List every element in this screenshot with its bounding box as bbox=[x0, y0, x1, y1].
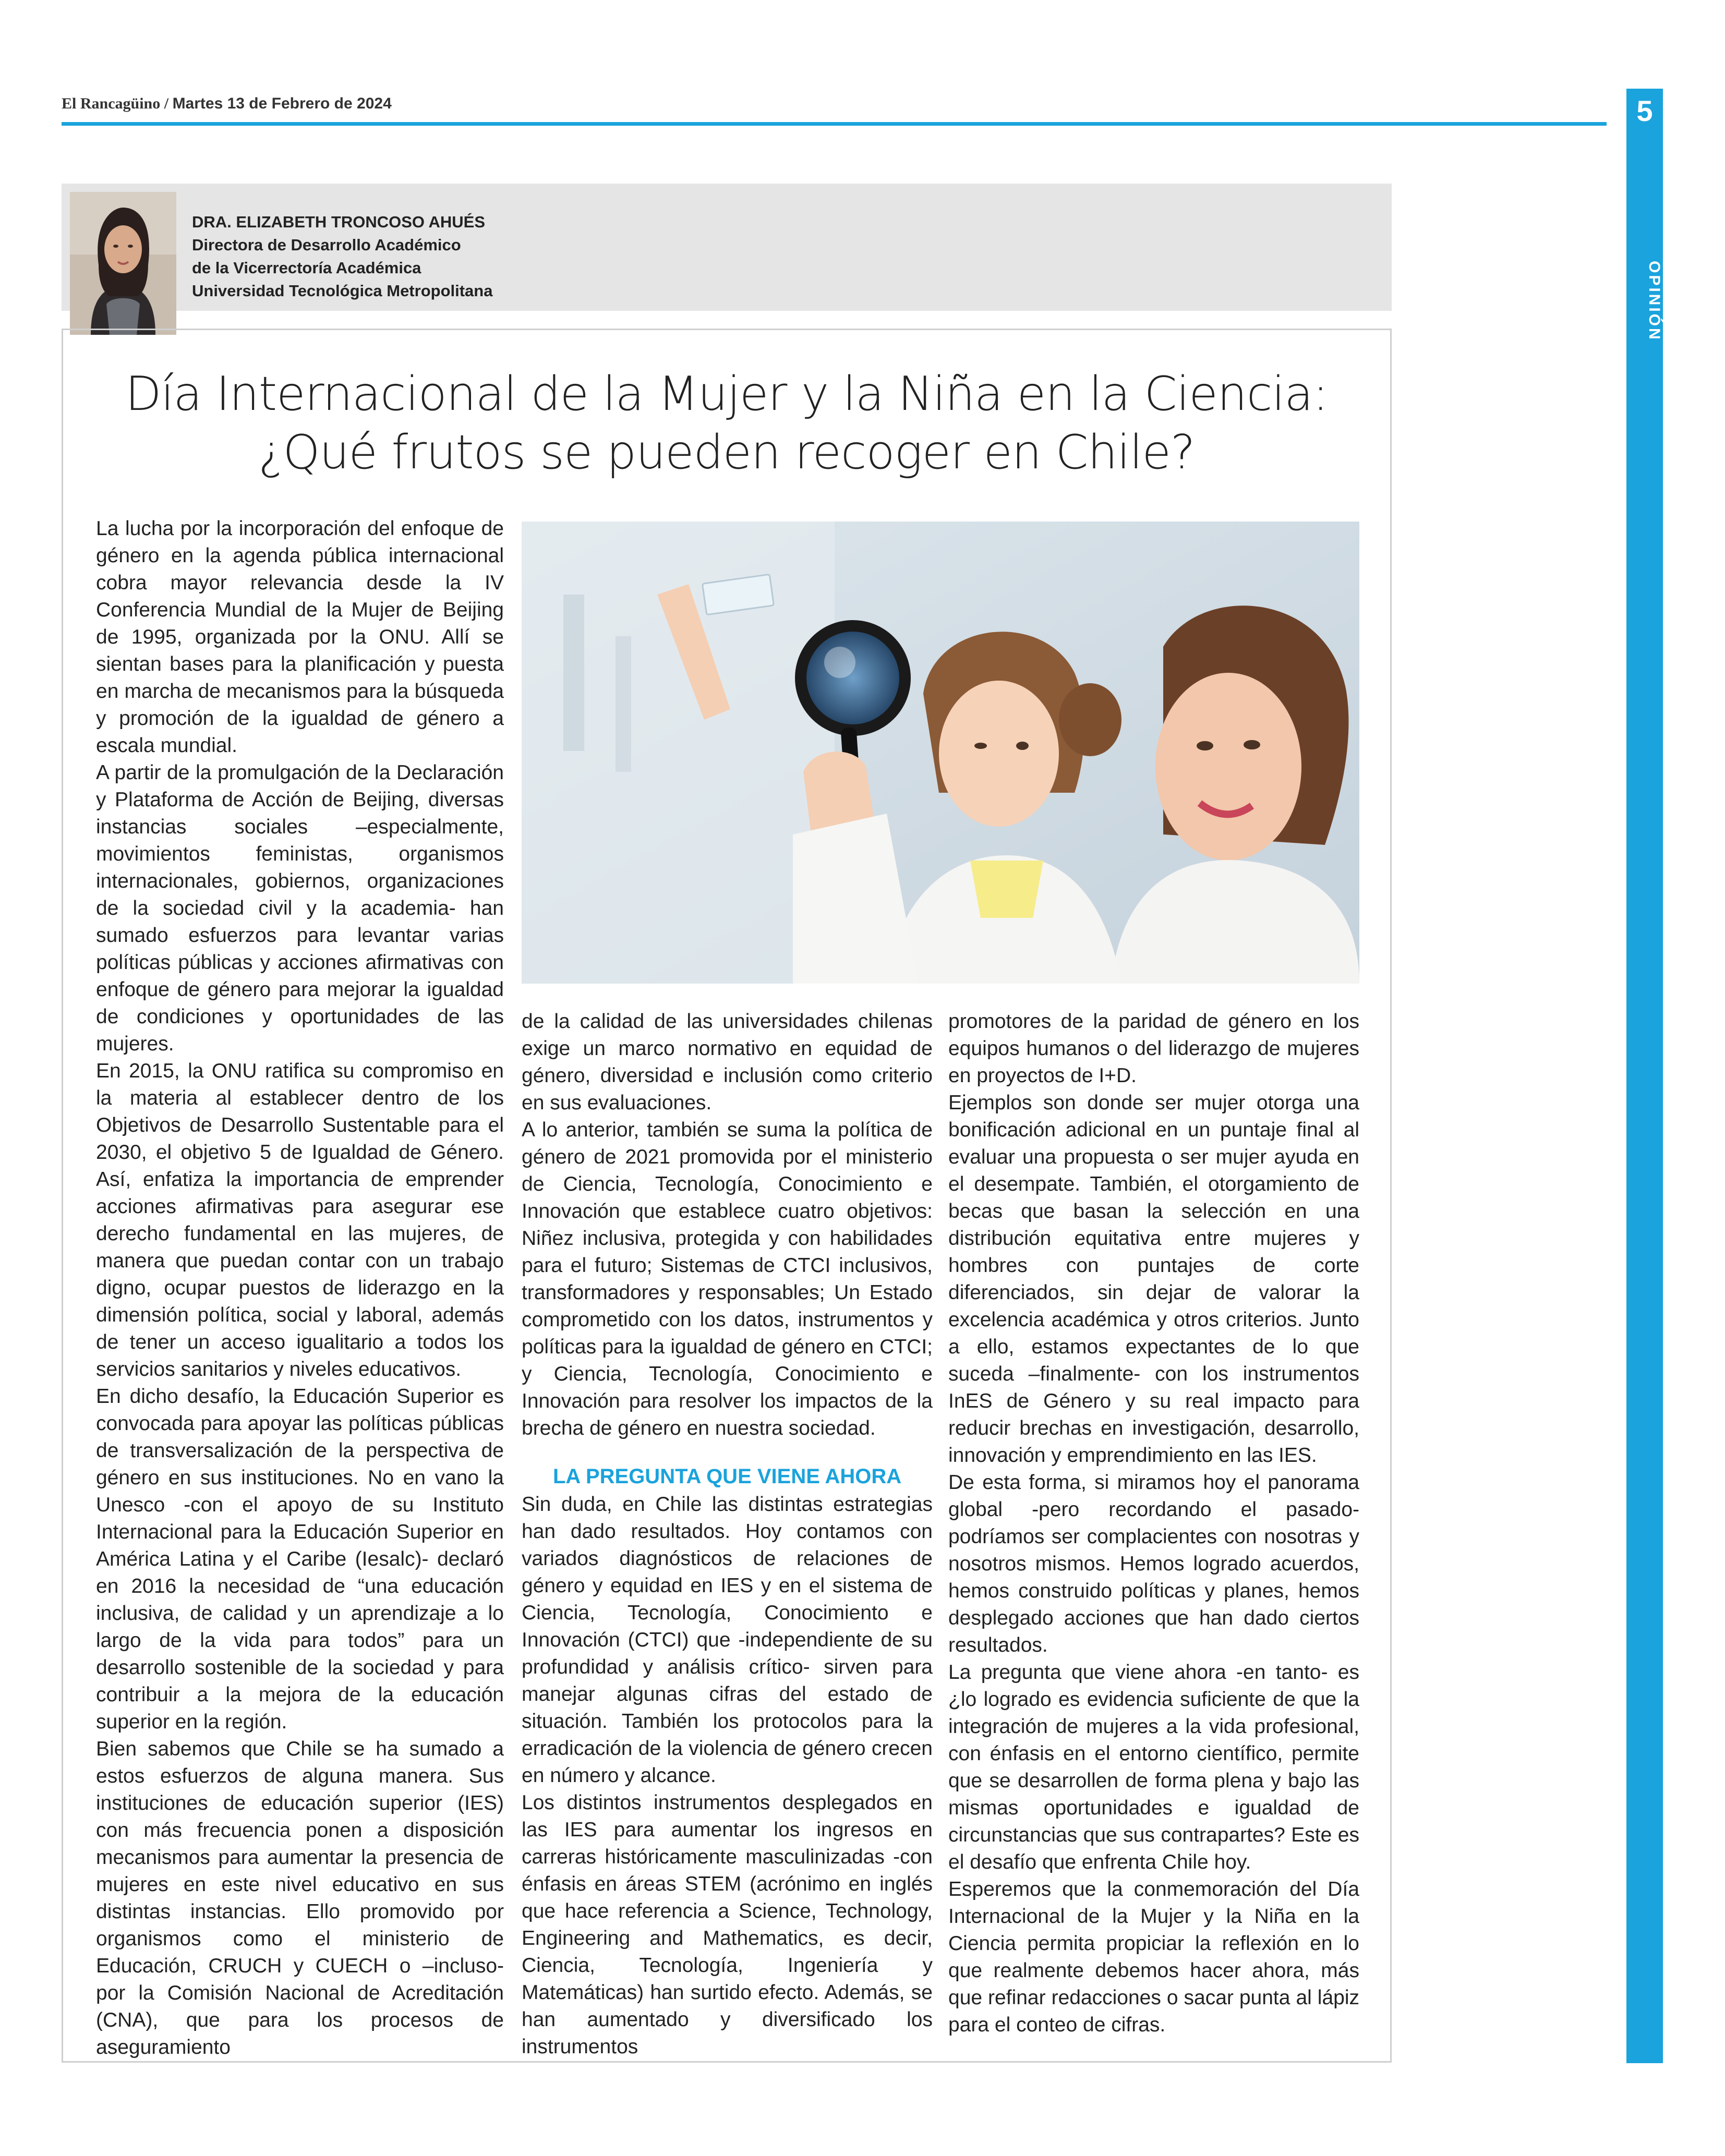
paragraph: De esta forma, si miramos hoy el panorama global -pero recordando el pasado- podríamos ser complacientes con nosotras y nosotros mismos. Hemos logrado acuerdos, hemos construido políticas y planes, hemos desplegado acciones que han dado ciertos resultados. bbox=[948, 1471, 1359, 1656]
page-number: 5 bbox=[1636, 94, 1653, 127]
paragraph: La pregunta que viene ahora -en tanto- es ¿lo logrado es evidencia suficiente de que la integración de mujeres a la vida profesional, con énfasis en el entorno científico, permite que se desarrollen de forma plena y bajo las mismas oportunidades e igualdad de circunstancias que sus contrapartes? Este es el desafío que enfrenta Chile hoy. bbox=[948, 1661, 1359, 1873]
section-label: OPINIÓN bbox=[1646, 261, 1663, 342]
paragraph: Sin duda, en Chile las distintas estrategias han dado resultados. Hoy contamos con variados diagnósticos de relaciones de género y equidad en IES y en el sistema de Ciencia, Tecnología, Conocimiento e Innovación (CTCI) que -independiente de su profundidad y análisis crítico- sirven para manejar algunas cifras del estado de situación. También los protocolos para la erradicación de la violencia de género crecen en número y alcance. bbox=[522, 1493, 933, 1787]
paragraph: Bien sabemos que Chile se ha sumado a estos esfuerzos de alguna manera. Sus instituciones de educación superior (IES) con más frecuencia ponen a disposición mecanismos para aumentar la presencia de mujeres en este nivel educativo en sus distintas instancias. Ello promovido por organismos como el ministerio de Educación, CRUCH y CUECH o –incluso- por la Comisión Nacional de Acreditación (CNA), que para los procesos de aseguramiento bbox=[96, 1738, 504, 2058]
issue-date: Martes 13 de Febrero de 2024 bbox=[172, 95, 392, 112]
author-credits bbox=[192, 211, 492, 302]
header-rule bbox=[62, 122, 1607, 126]
article-column-1 bbox=[96, 515, 504, 2061]
article-headline bbox=[62, 365, 1392, 482]
author-role-line1: Directora de Desarrollo Académico bbox=[192, 236, 461, 254]
article-photo-icon bbox=[522, 522, 1359, 984]
paragraph: En 2015, la ONU ratifica su compromiso en la materia al establecer dentro de los Objetivos de Desarrollo Sustentable para el 2030, el objetivo 5 de Igualdad de Género. Así, enfatiza la importancia de emprender acciones afirmativas para asegurar ese derecho fundamental en las mujeres, de manera que puedan contar con un trabajo digno, ocupar puestos de liderazgo en la dimensión política, social y laboral, además de tener un acceso igualitario a todos los servicios sanitarios y niveles educativos. bbox=[96, 1060, 504, 1380]
scientists-photo-svg bbox=[522, 522, 1359, 984]
article-column-3 bbox=[948, 1008, 1359, 2039]
masthead bbox=[62, 95, 1606, 121]
paragraph: promotores de la paridad de género en los equipos humanos o del liderazgo de mujeres en proyectos de I+D. bbox=[948, 1010, 1359, 1087]
headline-line1: Día Internacional de la Mujer y la Niña en la Ciencia: bbox=[125, 367, 1328, 421]
paragraph: En dicho desafío, la Educación Superior es convocada para apoyar las políticas públicas de transversalización de la perspectiva de género en sus instituciones. No en vano la Unesco -con el apoyo de su Instituto Internacional para la Educación Superior en América Latina y el Caribe (Iesalc)- declaró en 2016 la necesidad de “una educación inclusiva, de calidad y un aprendizaje a lo largo de la vida para todos” para un desarrollo sostenible de la sociedad y para contribuir a la mejora de la educación superior en la región. bbox=[96, 1385, 504, 1733]
paragraph: La lucha por la incorporación del enfoque de género en la agenda pública internacional cobra mayor relevancia desde la IV Conferencia Mundial de la Mujer de Beijing de 1995, organizada por la ONU. Allí se sientan bases para la planificación y puesta en marcha de mecanismos para la búsqueda y promoción de la igualdad de género a escala mundial. bbox=[96, 517, 504, 757]
paragraph: A lo anterior, también se suma la política de género de 2021 promovida por el ministerio de Ciencia, Tecnología, Conocimiento e Innovación que establece cuatro objetivos: Niñez inclusiva, protegida y con habilidades para el futuro; Sistemas de CTCI inclusivos, transformadores y responsables; Un Estado comprometido con los datos, instrumentos y políticas para la igualdad de género en CTCI; y Ciencia, Tecnología, Conocimiento e Innovación para resolver los impactos de la brecha de género en nuestra sociedad. bbox=[522, 1119, 933, 1439]
author-portrait-icon bbox=[70, 192, 176, 335]
author-institution: Universidad Tecnológica Metropolitana bbox=[192, 282, 493, 300]
paragraph: Los distintos instrumentos desplegados en las IES para aumentar los ingresos en carreras históricamente masculinizadas -con énfasis en áreas STEM (acrónimo en inglés que hace referencia a Science, Technology, Engineering and Mathematics, es decir, Ciencia, Tecnología, Ingeniería y Matemáticas) han surtido efecto. Además, se han aumentado y diversificado los instrumentos bbox=[522, 1791, 933, 2058]
article-column-2 bbox=[522, 1008, 933, 2061]
paragraph: Ejemplos son donde ser mujer otorga una bonificación adicional en un puntaje final al evaluar una propuesta o ser mujer ayuda en el desempate. También, el otorgamiento de becas que basan la selección en una distribución equitativa entre mujeres y hombres con puntajes de corte diferenciados, sin dejar de valorar la excelencia académica y otros criterios. Junto a ello, estamos expectantes de lo que suceda –finalmente- con los instrumentos InES de Género y su real impacto para reducir brechas en investigación, desarrollo, innovación y emprendimiento en las IES. bbox=[948, 1092, 1359, 1467]
paragraph: A partir de la promulgación de la Declaración y Plataforma de Acción de Beijing, diversas instancias sociales –especialmente, movimientos feministas, organismos internacionales, gobiernos, organizaciones de la sociedad civil y la academia- han sumado esfuerzos para levantar varias políticas públicas y acciones afirmativas con enfoque de género para mejorar la igualdad de condiciones y oportunidades de las mujeres. bbox=[96, 761, 504, 1055]
section-sidebar bbox=[1626, 89, 1663, 2063]
article-subhead: LA PREGUNTA QUE VIENE AHORA bbox=[553, 1465, 902, 1488]
author-name: DRA. ELIZABETH TRONCOSO AHUÉS bbox=[192, 213, 486, 231]
author-portrait-svg bbox=[70, 192, 176, 335]
author-role-line2: de la Vicerrectoría Académica bbox=[192, 259, 421, 277]
newspaper-name: El Rancagüino / bbox=[62, 95, 169, 112]
headline-line2: ¿Qué frutos se pueden recoger en Chile? bbox=[258, 425, 1195, 480]
author-box bbox=[62, 184, 1392, 311]
paragraph: Esperemos que la conmemoración del Día Internacional de la Mujer y la Niña en la Ciencia permita propiciar la reflexión en lo que realmente debemos hacer ahora, más que refinar redacciones o sacar punta al lápiz para el conteo de cifras. bbox=[948, 1878, 1359, 2036]
paragraph: de la calidad de las universidades chilenas exige un marco normativo en equidad de género, diversidad e inclusión como criterio en sus evaluaciones. bbox=[522, 1010, 933, 1114]
